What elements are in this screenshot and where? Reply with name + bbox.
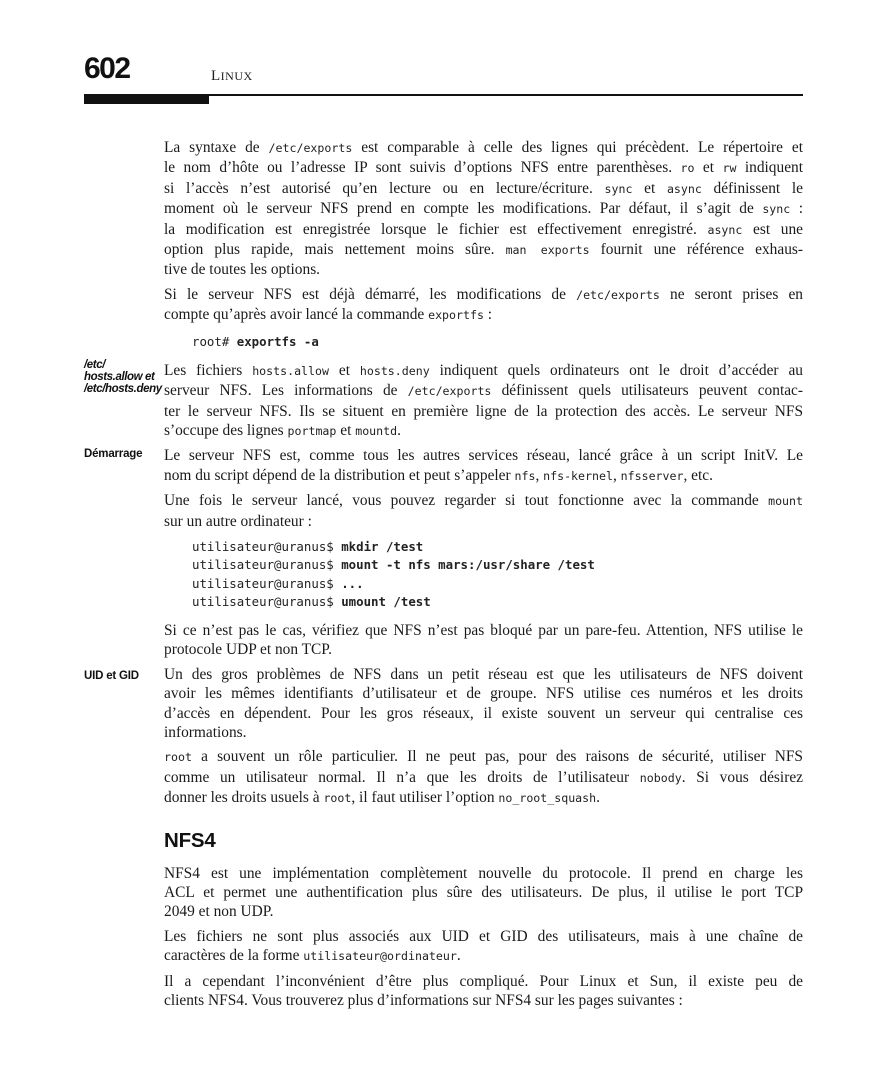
paragraph — [164, 138, 803, 280]
paragraph — [164, 927, 803, 967]
margin-note-etc-files — [84, 359, 162, 395]
text-line: Si ce n’est pas le cas, vérifiez que NFS n’est pas bloqué par un pare-feu. Attention, NFS utilise le — [164, 621, 803, 639]
inline-code: sync — [604, 181, 633, 196]
command-block — [164, 333, 803, 351]
paragraph — [164, 665, 803, 743]
text-line: Un des gros problèmes de NFS dans un petit réseau est que les utilisateurs de NFS doivent — [164, 665, 803, 683]
text-line: option plus rapide, mais nettement moins sûre. man exports fournit une référence exhaus- — [164, 241, 804, 259]
inline-code: root — [164, 750, 192, 765]
text-line: 2049 et non UDP. — [164, 903, 274, 921]
inline-code: root — [323, 791, 352, 806]
text-line: caractères de la forme utilisateur@ordinateur. — [164, 947, 461, 965]
section-heading: NFS4 — [164, 828, 216, 852]
shell-command: ... — [341, 575, 364, 591]
text-line: donner les droits usuels à root, il faut utiliser l’option no_root_squash. — [164, 789, 600, 807]
inline-code: nobody — [639, 770, 682, 785]
margin-note-line: hosts.allow et — [84, 371, 155, 383]
shell-command: mkdir /test — [341, 539, 424, 555]
inline-code: /etc/exports — [576, 287, 660, 302]
paragraph — [164, 285, 803, 326]
shell-prompt: utilisateur@uranus$ — [192, 539, 342, 555]
shell-command: umount /test — [341, 593, 431, 609]
inline-code: hosts.allow — [252, 363, 329, 378]
shell-prompt: utilisateur@uranus$ — [192, 557, 342, 573]
command-line — [192, 538, 803, 556]
command-line — [192, 593, 803, 611]
text-line: La syntaxe de /etc/exports est comparable à celle des lignes qui précèdent. Le répertoire et — [164, 139, 803, 156]
text-line: root a souvent un rôle particulier. Il ne peut pas, pour des raisons de sécurité, utiliser NFS — [164, 748, 803, 766]
header-rule-tab — [84, 94, 209, 104]
text-line: clients NFS4. Vous trouverez plus d’informations sur NFS4 sur les pages suivantes : — [164, 992, 683, 1010]
text-line: Le serveur NFS est, comme tous les autres services réseau, lancé grâce à un script InitV. Le — [164, 447, 803, 465]
command-block — [164, 538, 803, 611]
text-line: NFS4 est une implémentation complètement nouvelle du protocole. Il prend en charge les — [164, 864, 803, 882]
margin-note-uid-gid: UID et GID — [84, 670, 139, 682]
paragraph — [164, 361, 803, 442]
text-line: sur un autre ordinateur : — [164, 512, 312, 530]
inline-code: nfsserver — [620, 468, 684, 483]
inline-code: rw — [722, 161, 737, 176]
inline-code: no_root_squash — [498, 791, 597, 806]
shell-command: exportfs -a — [236, 333, 319, 349]
text-line: protocole UDP et non TCP. — [164, 641, 333, 659]
margin-note-startup: Démarrage — [84, 448, 143, 460]
paragraph — [164, 621, 803, 660]
paragraph — [164, 747, 803, 808]
page-number: 602 — [84, 52, 130, 85]
text-line: Il a cependant l’inconvénient d’être plus compliqué. Pour Linux et Sun, il existe peu de — [164, 972, 803, 990]
inline-code: /etc/exports — [268, 141, 353, 155]
inline-code: async — [666, 181, 702, 196]
text-line: tive de toutes les options. — [164, 261, 321, 279]
command-line — [192, 556, 803, 574]
inline-code: man exports — [505, 243, 590, 258]
text-line: d’accès en dépendent. Pour les gros réseaux, il existe souvent un serveur qui centralise ces — [164, 704, 803, 722]
paragraph — [164, 864, 803, 922]
text-line: nom du script dépend de la distribution et peut s’appeler nfs, nfs-kernel, nfsserver, etc. — [164, 466, 713, 484]
running-head-rest: INUX — [220, 69, 253, 83]
text-line: le nom d’hôte ou l’adresse IP sont suivis d’options NFS entre parenthèses. ro et rw indiquent — [164, 159, 804, 177]
text-line: serveur NFS. Les informations de /etc/exports définissent quels utilisateurs peuvent contac- — [164, 382, 804, 400]
paragraph — [164, 491, 803, 531]
text-line: si l’accès n’est autorisé qu’en lecture ou en lecture/écriture. sync et async définissent le — [164, 179, 803, 197]
shell-prompt: root# — [192, 333, 237, 349]
inline-code: nfs-kernel — [543, 468, 613, 483]
text-line: moment où le serveur NFS prend en compte les modifications. Par défaut, il s’agit de sync : — [164, 200, 803, 218]
running-head — [211, 68, 253, 85]
shell-prompt: utilisateur@uranus$ — [192, 593, 342, 609]
text-line: ter le serveur NFS. Ils se situent en première ligne de la protection des accès. Le serveur NFS — [164, 402, 803, 420]
inline-code: utilisateur@ordinateur — [303, 949, 457, 964]
text-line: avoir les mêmes identifiants d’utilisateur et de groupe. NFS utilise ces numéros et les droits — [164, 685, 803, 703]
text-line: comme un utilisateur normal. Il n’a que les droits de l’utilisateur nobody. Si vous désirez — [164, 768, 803, 786]
shell-prompt: utilisateur@uranus$ — [192, 575, 342, 591]
inline-code: nfs — [514, 468, 536, 483]
text-line: Si le serveur NFS est déjà démarré, les modifications de /etc/exports ne seront prises en — [164, 285, 803, 303]
text-line: Une fois le serveur lancé, vous pouvez regarder si tout fonctionne avec la commande mount — [164, 492, 803, 510]
margin-note-line: /etc/ — [84, 359, 106, 371]
body-text — [164, 138, 803, 1015]
margin-note-line: /etc/hosts.deny — [84, 383, 162, 395]
inline-code: async — [707, 222, 743, 237]
inline-code: portmap — [287, 424, 337, 439]
paragraph — [164, 972, 803, 1011]
paragraph — [164, 446, 803, 486]
text-line: informations. — [164, 723, 247, 741]
text-line: compte qu’après avoir lancé la commande exportfs : — [164, 306, 493, 324]
inline-code: mount — [768, 494, 803, 509]
text-line: Les fichiers hosts.allow et hosts.deny indiquent quels ordinateurs ont le droit d’accéder au — [164, 361, 803, 379]
inline-code: ro — [680, 161, 695, 176]
command-line — [192, 575, 803, 593]
inline-code: /etc/exports — [407, 384, 492, 399]
text-line: Les fichiers ne sont plus associés aux UID et GID des utilisateurs, mais à une chaîne de — [164, 927, 803, 945]
command-line — [192, 333, 803, 351]
running-head-initial: L — [211, 68, 221, 84]
inline-code: hosts.deny — [359, 363, 430, 378]
inline-code: mountd — [355, 424, 398, 439]
text-line: ACL et permet une authentification plus sûre des utilisateurs. De plus, il utilise le port TCP — [164, 883, 803, 901]
text-line: la modification est enregistrée lorsque le fichier est effectivement enregistré. async est une — [164, 220, 804, 238]
inline-code: exportfs — [428, 308, 484, 323]
inline-code: sync — [762, 202, 791, 217]
text-line: s’occupe des lignes portmap et mountd. — [164, 422, 401, 440]
shell-command: mount -t nfs mars:/usr/share /test — [341, 557, 595, 573]
